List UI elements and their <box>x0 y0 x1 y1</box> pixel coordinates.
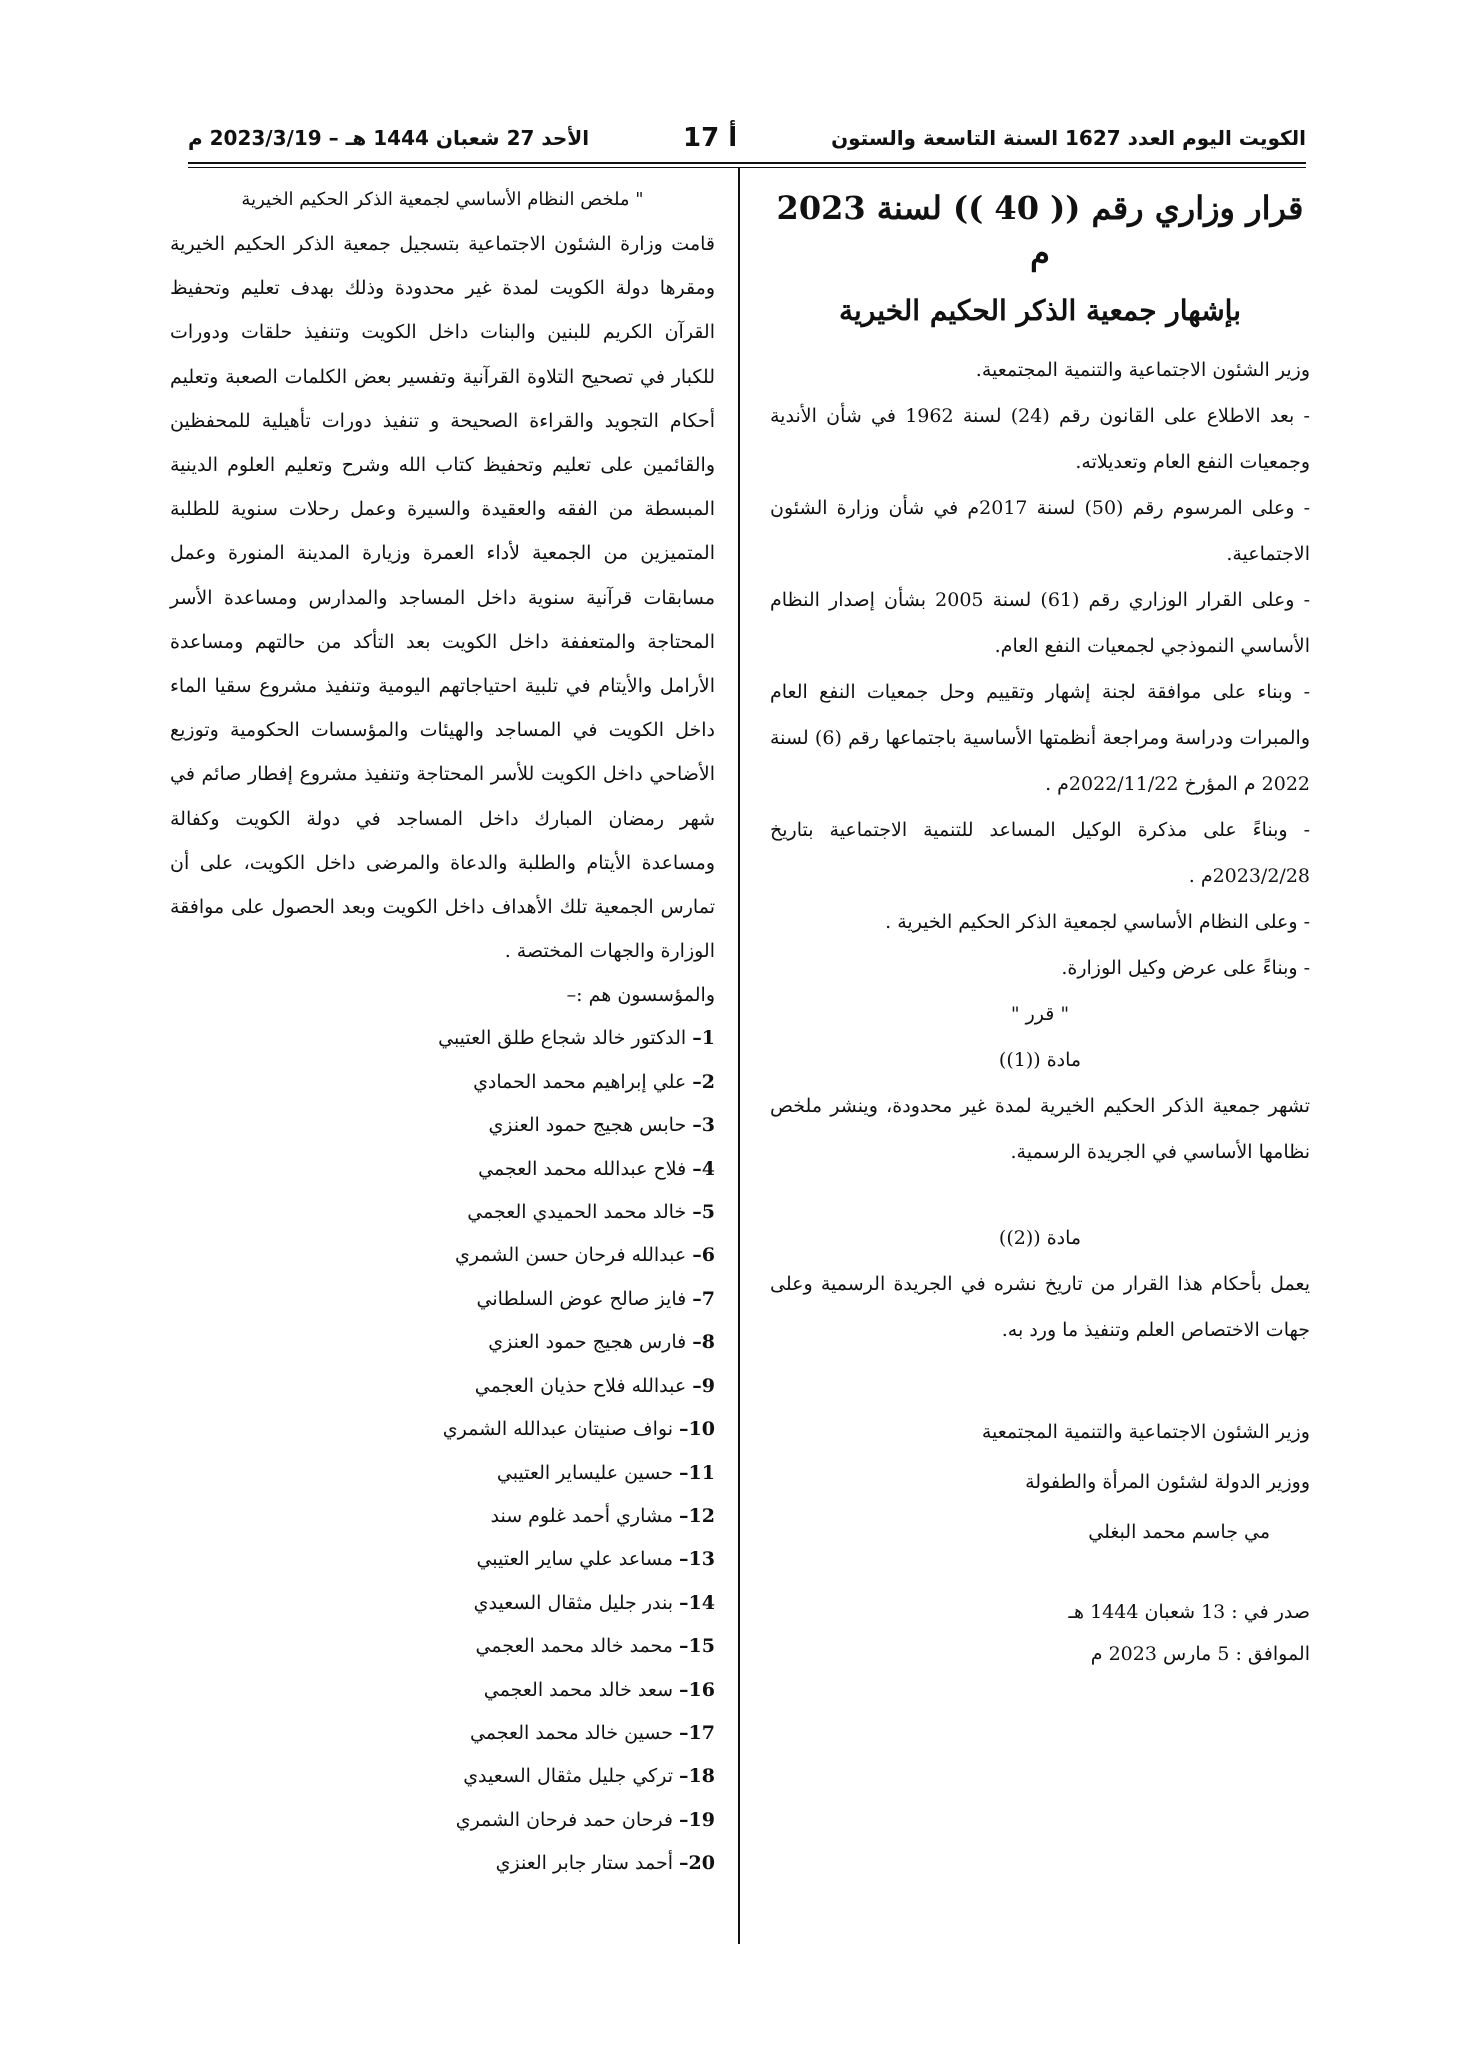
header-date: الأحد 27 شعبان 1444 هـ – 2023/3/19 م <box>188 126 590 150</box>
decree-recital: - وعلى المرسوم رقم (50) لسنة 2017م في شأن وزارة الشئون الاجتماعية. <box>770 496 1310 565</box>
list-item: 4– فلاح عبدالله محمد العجمي <box>478 1157 715 1180</box>
decree-recital: - وعلى القرار الوزاري رقم (61) لسنة 2005 بشأن إصدار النظام الأساسي النموذجي لجمعيات النفع العام. <box>770 588 1311 657</box>
list-item: 8– فارس هجيج حمود العنزي <box>488 1331 715 1354</box>
list-item: 11– حسين عليساير العتيبي <box>496 1461 715 1484</box>
founders-label: والمؤسسون هم :– <box>566 984 715 1007</box>
article-2-text: يعمل بأحكام هذا القرار من تاريخ نشره في الجريدة الرسمية وعلى جهات الاختصاص العلم وتنفيذ ما ورد به. <box>770 1272 1310 1341</box>
issue-date-block <box>770 1591 1310 1675</box>
list-item: 19– فرحان حمد فرحان الشمري <box>455 1808 715 1831</box>
issued-gregorian: الموافق : 5 مارس 2023 م <box>1090 1642 1310 1665</box>
founders-list <box>170 1017 715 1885</box>
page-number: أ 17 <box>683 123 738 153</box>
list-item: 7– فايز صالح عوض السلطاني <box>476 1287 715 1310</box>
list-item: 15– محمد خالد محمد العجمي <box>475 1635 715 1658</box>
signature-title-2: ووزير الدولة لشئون المرأة والطفولة <box>1025 1470 1310 1493</box>
list-item: 5– خالد محمد الحميدي العجمي <box>467 1201 715 1224</box>
decree-title: قرار وزاري رقم (( 40 )) لسنة 2023 م <box>776 189 1304 272</box>
article-2-title: مادة ((2)) <box>998 1226 1082 1249</box>
decree-recital: - وبناءً على مذكرة الوكيل المساعد للتنمية الاجتماعية بتاريخ 2023/2/28م . <box>770 818 1310 887</box>
summary-heading: " ملخص النظام الأساسي لجمعية الذكر الحكيم الخيرية <box>241 189 644 210</box>
header-rule-thin <box>188 167 1306 168</box>
header-gazette-issue: الكويت اليوم العدد 1627 السنة التاسعة والستون <box>831 126 1306 150</box>
list-item: 1– الدكتور خالد شجاع طلق العتيبي <box>438 1027 715 1050</box>
list-item: 9– عبدالله فلاح حذيان العجمي <box>474 1374 715 1397</box>
list-item: 6– عبدالله فرحان حسن الشمري <box>454 1244 715 1267</box>
decree-column <box>770 178 1310 1675</box>
signature-block <box>770 1407 1310 1557</box>
list-item: 10– نواف صنيتان عبدالله الشمري <box>442 1418 715 1441</box>
summary-column <box>170 178 715 1886</box>
list-item: 2– علي إبراهيم محمد الحمادي <box>473 1070 715 1093</box>
decree-subtitle: بإشهار جمعية الذكر الحكيم الخيرية <box>838 293 1241 327</box>
list-item: 14– بندر جليل مثقال السعيدي <box>473 1591 715 1614</box>
decree-recital: - وعلى النظام الأساسي لجمعية الذكر الحكيم الخيرية . <box>885 910 1310 933</box>
header-rule <box>188 162 1306 164</box>
article-1-text: تشهر جمعية الذكر الحكيم الخيرية لمدة غير محدودة، وينشر ملخص نظامها الأساسي في الجريدة الرسمية. <box>770 1094 1310 1163</box>
signature-title: وزير الشئون الاجتماعية والتنمية المجتمعية <box>981 1420 1310 1443</box>
decree-recital: - وبناء على موافقة لجنة إشهار وتقييم وحل جمعيات النفع العام والمبرات ودراسة ومراجعة أنظمتها الأساسية باجتماعها رقم (6) لسنة 2022 م المؤرخ 2022/11/22م . <box>770 680 1310 795</box>
page-header <box>188 118 1306 158</box>
list-item: 13– مساعد علي ساير العتيبي <box>476 1548 715 1571</box>
list-item: 12– مشاري أحمد غلوم سند <box>490 1504 715 1527</box>
issued-hijri: صدر في : 13 شعبان 1444 هـ <box>1068 1600 1310 1623</box>
list-item: 17– حسين خالد محمد العجمي <box>469 1721 715 1744</box>
decree-recital: - وبناءً على عرض وكيل الوزارة. <box>1061 956 1310 979</box>
column-divider <box>738 168 740 1944</box>
decided-heading: " قرر " <box>1010 1002 1070 1025</box>
list-item: 16– سعد خالد محمد العجمي <box>483 1678 715 1701</box>
decree-preamble: وزير الشئون الاجتماعية والتنمية المجتمعية. <box>975 358 1310 381</box>
decree-recital: - بعد الاطلاع على القانون رقم (24) لسنة 1962 في شأن الأندية وجمعيات النفع العام وتعديلاته. <box>770 404 1310 473</box>
article-1-title: مادة ((1)) <box>998 1048 1082 1071</box>
list-item: 20– أحمد ستار جابر العنزي <box>495 1852 715 1875</box>
list-item: 18– تركي جليل مثقال السعيدي <box>463 1765 715 1788</box>
summary-body: قامت وزارة الشئون الاجتماعية بتسجيل جمعية الذكر الحكيم الخيرية ومقرها دولة الكويت لمدة غير محدودة وذلك بهدف تعليم وتحفيظ القرآن الكريم للبنين والبنات داخل الكويت وتنفيذ حلقات ودورات للكبار في تصحيح التلاوة القرآنية وتفسير بعض الكلمات الصعبة وتعليم أحكام التجويد والقراءة الصحيحة و تنفيذ دورات تأهيلية للمحفظين والقائمين على تعليم وتحفيظ كتاب الله وشرح وتعليم العلوم الدينية المبسطة من الفقه والعقيدة والسيرة وعمل رحلات سنوية للطلبة المتميزين من الجمعية لأداء العمرة وزيارة المدينة المنورة وعمل مسابقات قرآنية سنوية داخل المساجد والمدارس ومساعدة الأسر المحتاجة والمتعففة داخل الكويت بعد التأكد من حالتهم ومساعدة الأرامل والأيتام في تلبية احتياجاتهم اليومية وتنفيذ مشروع سقيا الماء داخل الكويت في المساجد والهيئات والمؤسسات الحكومية وتوزيع الأضاحي داخل الكويت للأسر المحتاجة وتنفيذ مشروع إفطار صائم في شهر رمضان المبارك داخل المساجد في دولة الكويت وكفالة ومساعدة الأيتام والطلبة والدعاة والمرضى داخل الكويت، على أن تمارس الجمعية تلك الأهداف داخل الكويت وبعد الحصول على موافقة الوزارة والجهات المختصة . <box>170 233 715 963</box>
list-item: 3– حابس هجيج حمود العنزي <box>488 1114 715 1137</box>
signature-name: مي جاسم محمد البغلي <box>1088 1520 1270 1543</box>
